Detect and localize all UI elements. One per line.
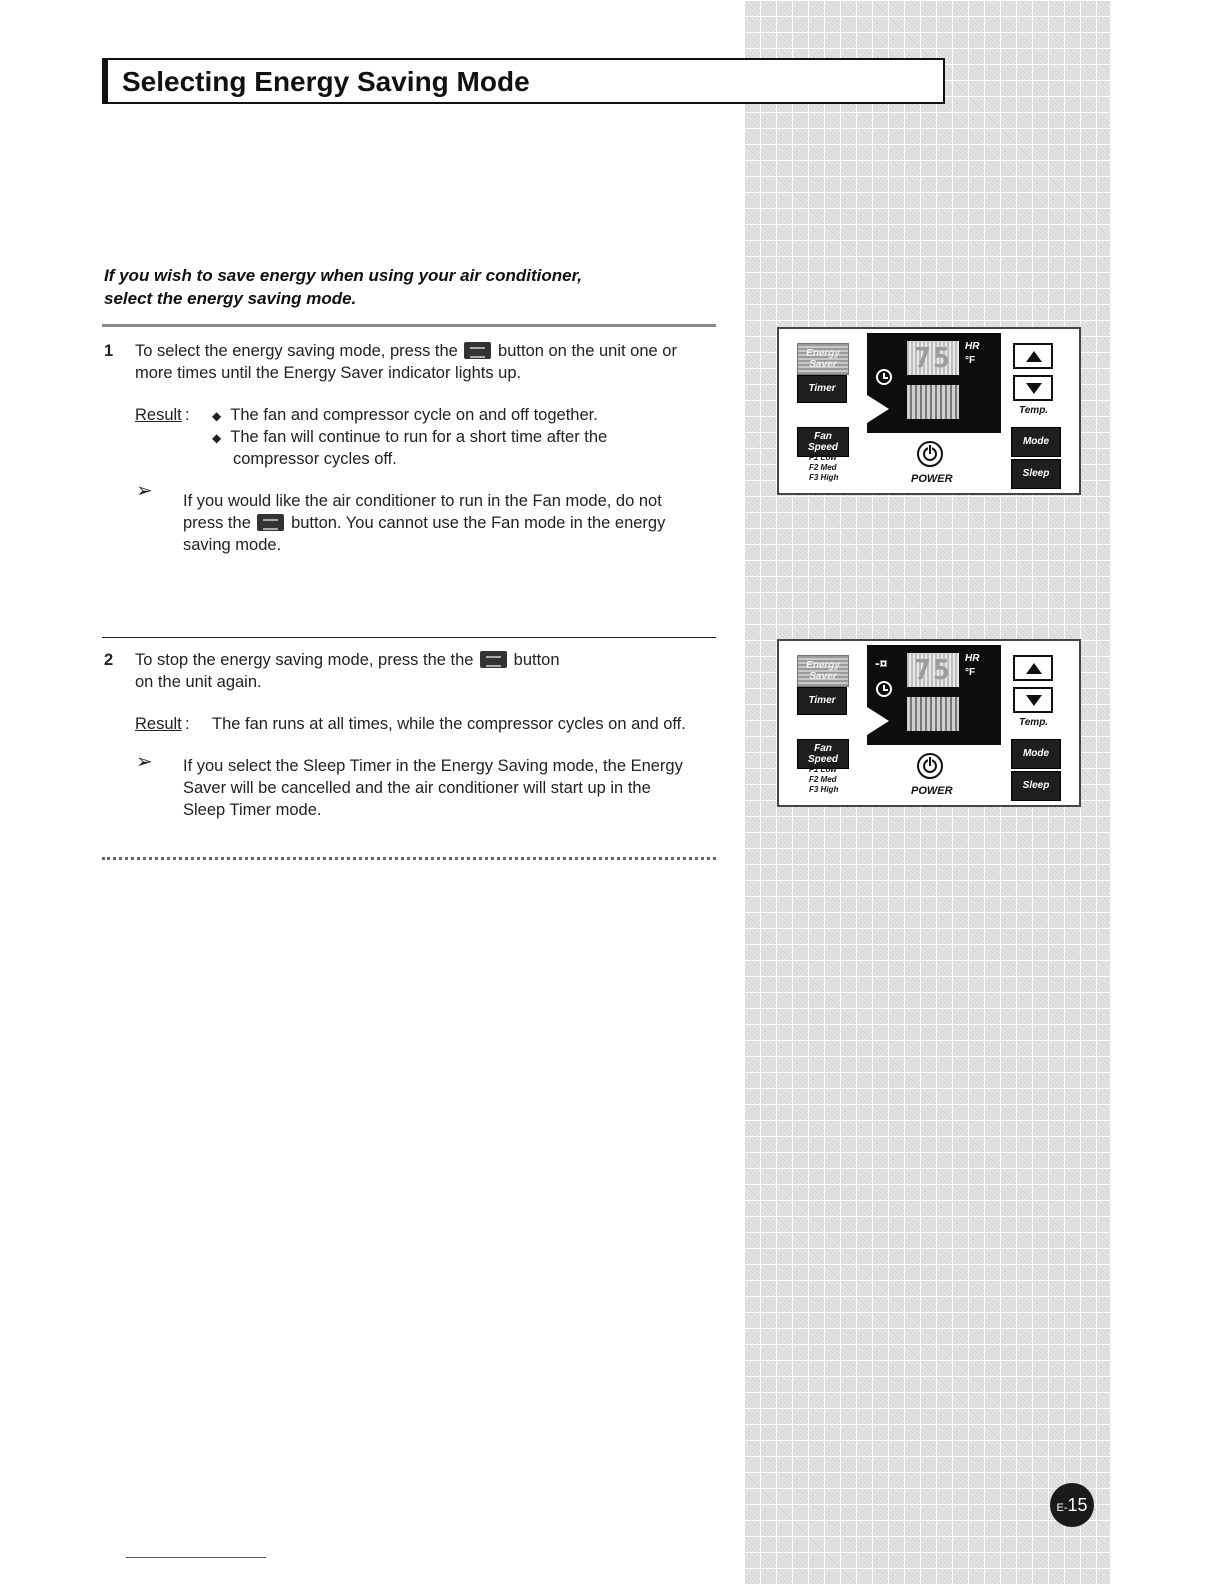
- led-display: [867, 645, 1001, 745]
- temperature-digits: 75: [907, 341, 959, 375]
- pointer-arrow: [867, 395, 889, 423]
- hr-label: HR: [965, 341, 980, 352]
- mode-button[interactable]: Mode: [1011, 739, 1061, 769]
- power-icon[interactable]: [917, 441, 943, 467]
- intro-text: [104, 264, 724, 310]
- page-number-badge: E-15: [1050, 1483, 1094, 1527]
- sleep-button[interactable]: Sleep: [1011, 771, 1061, 801]
- footer-line: [126, 1557, 266, 1558]
- intro-line-2: select the energy saving mode.: [104, 289, 357, 308]
- level-bars: [907, 385, 959, 419]
- result-label: Result: [135, 406, 182, 424]
- step-number: 1: [104, 342, 114, 360]
- step-1: 1 To select the energy saving mode, press the button on the unit one or more times until the Energy Saver indicator lights up. Result : ◆ The fan and compressor cycle on and off together. ◆ The fan will continue to run for a short time after the compressor cycles off. ➢ If you would like the air conditioner to run in the Fan mode, do not press the button. You cannot use the Fan mode in the energy saving mode.: [104, 340, 724, 560]
- fan-speed-button[interactable]: Fan Speed: [797, 739, 849, 769]
- energy-saver-button[interactable]: Energy Saver: [797, 655, 849, 687]
- control-panel-energy-off: [777, 639, 1081, 807]
- clock-icon: [876, 681, 892, 697]
- result-text: The fan runs at all times, while the compressor cycles on and off.: [212, 715, 686, 733]
- fahrenheit-label: °F: [965, 667, 976, 678]
- step-1-text-line2: more times until the Energy Saver indicator lights up.: [135, 364, 522, 382]
- power-label: POWER: [911, 473, 953, 485]
- result-label: Result: [135, 715, 182, 733]
- temp-up-button[interactable]: [1013, 343, 1053, 369]
- power-icon[interactable]: [917, 753, 943, 779]
- power-label: POWER: [911, 785, 953, 797]
- arrow-right-icon: ➢: [136, 480, 153, 502]
- energy-saver-button-icon: [480, 651, 507, 668]
- step-1-instruction: [135, 340, 720, 384]
- fahrenheit-label: °F: [965, 355, 976, 366]
- step-1-note: If you would like the air conditioner to run in the Fan mode, do not press the button. You cannot use the Fan mode in the energy saving mode.: [183, 492, 666, 554]
- result-bullet-1: ◆ The fan and compressor cycle on and off together.: [212, 404, 598, 427]
- fan-speed-levels: F1 Low F2 Med F3 High: [809, 765, 839, 794]
- result-bullet-2: ◆ The fan will continue to run for a short time after the: [212, 426, 607, 449]
- arrow-right-icon: ➢: [136, 751, 153, 773]
- mode-button[interactable]: Mode: [1011, 427, 1061, 457]
- section-divider: [102, 324, 716, 327]
- step-2-note: If you select the Sleep Timer in the Energy Saving mode, the Energy Saver will be cancelled and the air conditioner will start up in the Sleep Timer mode.: [183, 757, 683, 819]
- step-1-text-b: button on the unit one or: [498, 342, 677, 360]
- energy-saver-button-icon: [257, 514, 284, 531]
- energy-saver-button[interactable]: Energy Saver: [797, 343, 849, 375]
- temp-up-button[interactable]: [1013, 655, 1053, 681]
- step-2-instruction: [135, 649, 720, 693]
- temp-down-button[interactable]: [1013, 687, 1053, 713]
- level-bars: [907, 697, 959, 731]
- section-divider: [102, 637, 716, 638]
- temp-down-button[interactable]: [1013, 375, 1053, 401]
- step-1-text-a: To select the energy saving mode, press the: [135, 342, 458, 360]
- diamond-bullet-icon: ◆: [212, 431, 222, 445]
- fan-speed-levels: F1 Low F2 Med F3 High: [809, 453, 839, 482]
- led-display: [867, 333, 1001, 433]
- timer-button[interactable]: Timer: [797, 375, 847, 403]
- diamond-bullet-icon: ◆: [212, 409, 222, 423]
- intro-line-1: If you wish to save energy when using your air conditioner,: [104, 266, 582, 285]
- step-number: 2: [104, 651, 114, 669]
- section-divider: [102, 857, 716, 860]
- page-title: Selecting Energy Saving Mode: [122, 66, 530, 97]
- fan-indicator-icon: -¤: [875, 655, 888, 671]
- result-bullet-2-cont: compressor cycles off.: [233, 450, 397, 468]
- timer-button[interactable]: Timer: [797, 687, 847, 715]
- step-2-text-line2: on the unit again.: [135, 673, 262, 691]
- step-2-text-a: To stop the energy saving mode, press the the: [135, 651, 474, 669]
- pointer-arrow: [867, 707, 889, 735]
- hr-label: HR: [965, 653, 980, 664]
- temp-label: Temp.: [1019, 717, 1049, 728]
- energy-saver-button-icon: [464, 342, 491, 359]
- temperature-digits: 75: [907, 653, 959, 687]
- temp-label: Temp.: [1019, 405, 1049, 416]
- step-2-text-b: button: [513, 651, 560, 669]
- page-title-box: [102, 58, 945, 104]
- fan-speed-button[interactable]: Fan Speed: [797, 427, 849, 457]
- control-panel-energy-on: [777, 327, 1081, 495]
- clock-icon: [876, 369, 892, 385]
- step-2: 2 To stop the energy saving mode, press the the button on the unit again. Result : The fan runs at all times, while the compressor cycles on and off. ➢ If you select the Sleep Timer in the Energy Saving mode, the Energy Saver will be cancelled and the air conditioner will start up in the Sleep Timer mode.: [104, 649, 724, 829]
- sleep-button[interactable]: Sleep: [1011, 459, 1061, 489]
